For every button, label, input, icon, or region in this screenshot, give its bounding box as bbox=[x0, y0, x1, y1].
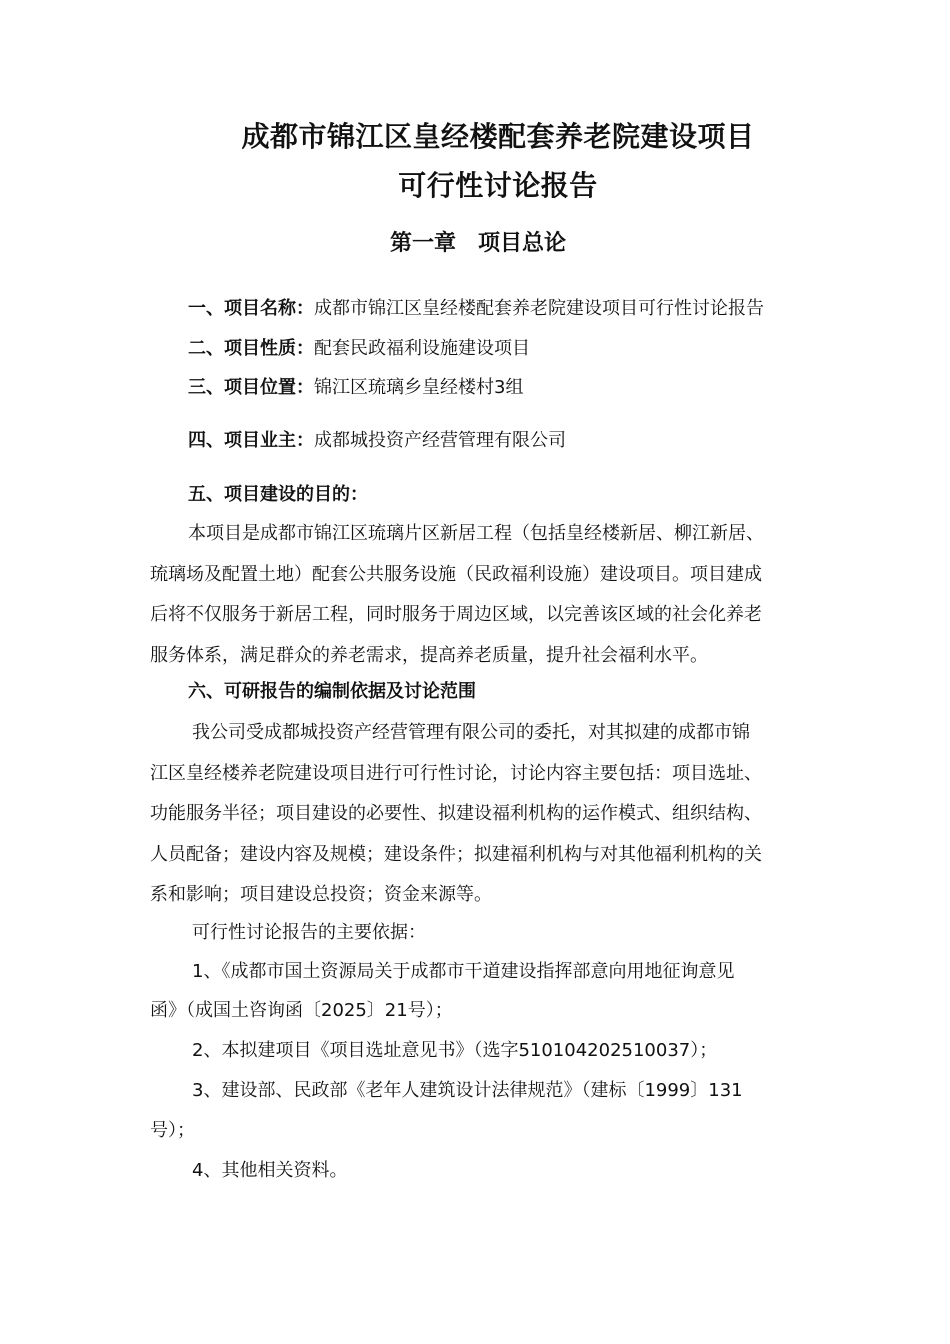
basis-item-3-line-2: 号）； bbox=[150, 1120, 195, 1141]
basis-intro: 可行性讨论报告的主要依据： bbox=[192, 922, 426, 943]
item-label: 一、项目名称： bbox=[188, 298, 314, 319]
basis-item-1-line-1: 1、《成都市国土资源局关于成都市干道建设指挥部意向用地征询意见 bbox=[192, 961, 735, 982]
section-5-paragraph bbox=[150, 514, 810, 676]
section-6-paragraph bbox=[150, 713, 810, 916]
document-title-line-1: 成都市锦江区皇经楼配套养老院建设项目 bbox=[241, 120, 755, 153]
paragraph-line: 江区皇经楼养老院建设项目进行可行性讨论，讨论内容主要包括：项目选址、 bbox=[150, 762, 762, 784]
item-project-name bbox=[188, 294, 764, 324]
basis-item-1-line-2: 函》（成国土咨询函〔2025〕21号）； bbox=[150, 1000, 453, 1021]
document-title-line-2: 可行性讨论报告 bbox=[398, 169, 598, 202]
item-project-owner bbox=[188, 426, 566, 456]
paragraph-line: 后将不仅服务于新居工程，同时服务于周边区域，以完善该区域的社会化养老 bbox=[150, 604, 762, 625]
item-value: 成都市锦江区皇经楼配套养老院建设项目可行性讨论报告 bbox=[314, 298, 764, 319]
item-project-location bbox=[188, 373, 523, 403]
item-value: 成都城投资产经营管理有限公司 bbox=[314, 430, 566, 451]
section-5-heading: 五、项目建设的目的： bbox=[188, 484, 368, 505]
chapter-heading: 第一章 项目总论 bbox=[389, 231, 566, 256]
paragraph-line: 服务体系，满足群众的养老需求，提高养老质量，提升社会福利水平。 bbox=[150, 644, 708, 666]
item-value: 锦江区琉璃乡皇经楼村3组 bbox=[314, 377, 524, 398]
paragraph-line: 琉璃场及配置土地）配套公共服务设施（民政福利设施）建设项目。项目建成 bbox=[150, 563, 762, 585]
item-value: 配套民政福利设施建设项目 bbox=[314, 338, 530, 359]
paragraph-line: 本项目是成都市锦江区琉璃片区新居工程（包括皇经楼新居、柳江新居、 bbox=[188, 523, 764, 544]
paragraph-line: 我公司受成都城投资产经营管理有限公司的委托，对其拟建的成都市锦 bbox=[192, 722, 750, 743]
item-label: 二、项目性质： bbox=[188, 338, 314, 359]
paragraph-line: 系和影响；项目建设总投资；资金来源等。 bbox=[150, 884, 492, 905]
basis-item-2: 2、本拟建项目《项目选址意见书》（选字510104202510037）； bbox=[192, 1040, 718, 1061]
item-project-nature bbox=[188, 334, 530, 364]
basis-item-3-line-1: 3、建设部、民政部《老年人建筑设计法律规范》（建标〔1999〕131 bbox=[192, 1080, 743, 1101]
paragraph-line: 人员配备；建设内容及规模；建设条件；拟建福利机构与对其他福利机构的关 bbox=[150, 843, 762, 865]
section-6-heading: 六、可研报告的编制依据及讨论范围 bbox=[188, 681, 476, 702]
item-label: 四、项目业主： bbox=[188, 430, 314, 451]
item-label: 三、项目位置： bbox=[188, 377, 314, 398]
paragraph-line: 功能服务半径；项目建设的必要性、拟建设福利机构的运作模式、组织结构、 bbox=[150, 803, 762, 824]
basis-item-4: 4、其他相关资料。 bbox=[192, 1160, 348, 1181]
